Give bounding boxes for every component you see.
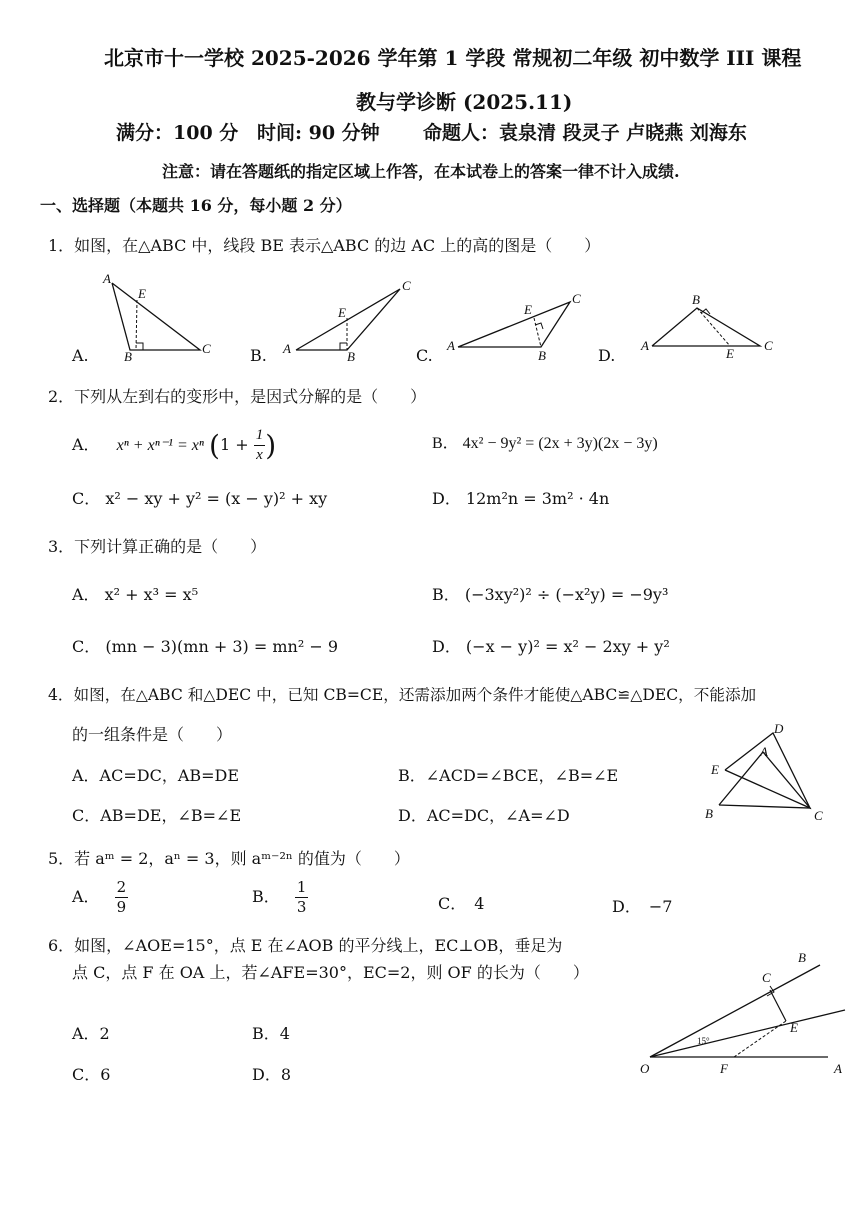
q1a-label-e: E <box>138 286 146 301</box>
full-score: 满分：100 分 <box>116 122 239 144</box>
q2a-expr: xⁿ + xⁿ⁻¹ = xⁿ <box>116 437 204 454</box>
exam-notice: 注意：请在答题纸的指定区域上作答，在本试卷上的答案一律不计入成绩. <box>162 162 680 181</box>
q2-option-d: D． 12m²n = 3m² · 4n <box>432 489 610 508</box>
q4-label-d: D <box>774 721 784 736</box>
q4-label-b: B <box>705 806 713 821</box>
q5a-den: 9 <box>116 898 127 916</box>
q6-option-c: C．6 <box>72 1065 111 1084</box>
q6-label-c: C <box>762 970 771 985</box>
q1a-label-b: B <box>124 349 132 364</box>
q6-label-e: E <box>790 1020 798 1035</box>
q1-stem: 1．如图，在△ABC 中，线段 BE 表示△ABC 的边 AC 上的高的图是（ ） <box>48 236 601 255</box>
q5b-label: B． <box>252 887 280 906</box>
q1d-label-e: E <box>726 346 734 361</box>
q2a-frac-den: x <box>256 447 263 463</box>
q1d-label-a: A <box>641 338 649 353</box>
q1-option-a: A. <box>72 346 89 365</box>
q1d-label-b: B <box>692 292 700 307</box>
q1-option-c: C. <box>416 346 433 365</box>
q6-option-d: D．8 <box>252 1065 292 1084</box>
q3-option-d: D． (−x − y)² = x² − 2xy + y² <box>432 637 670 656</box>
q4-option-b: B．∠ACD=∠BCE，∠B=∠E <box>398 766 619 785</box>
q1-option-b: B. <box>250 346 267 365</box>
q4-label-e: E <box>711 762 719 777</box>
q4-stem-line1: 4．如图，在△ABC 和△DEC 中，已知 CB=CE，还需添加两个条件才能使△ABC≌△DEC，不能添加 <box>48 686 757 704</box>
q2-option-a: A． xⁿ + xⁿ⁻¹ = xⁿ (1 + $\frac{1}{x}$ ) <box>72 427 277 463</box>
q4-stem-line2: 的一组条件是（ ） <box>72 725 233 744</box>
q5-stem: 5．若 aᵐ = 2，aⁿ = 3，则 aᵐ⁻²ⁿ 的值为（ ） <box>48 849 410 868</box>
exam-authors: 命题人：袁泉清 段灵子 卢晓燕 刘海东 <box>423 122 747 144</box>
q6-label-f: F <box>720 1061 728 1076</box>
q2-stem: 2．下列从左到右的变形中，是因式分解的是（ ） <box>48 387 427 406</box>
q1b-label-a: A <box>283 341 291 356</box>
q4-option-c: C．AB=DE，∠B=∠E <box>72 806 242 825</box>
q2-option-b: B． 4x² − 9y² = (2x + 3y)(2x − 3y) <box>432 435 658 452</box>
q3-option-c: C． (mn − 3)(mn + 3) = mn² − 9 <box>72 637 338 656</box>
q5b-num: 1 <box>296 878 307 896</box>
q6-option-b: B．4 <box>252 1024 290 1043</box>
q1b-label-b: B <box>347 349 355 364</box>
q3-stem: 3．下列计算正确的是（ ） <box>48 537 267 556</box>
q6-label-o: O <box>640 1061 650 1076</box>
q1c-label-a: A <box>447 338 455 353</box>
q3-option-a: A． x² + x³ = x⁵ <box>72 585 199 604</box>
q6-label-a: A <box>834 1061 842 1076</box>
section-title: 一、选择题（本题共 16 分，每小题 2 分） <box>40 196 352 215</box>
q4-option-a: A．AC=DC，AB=DE <box>72 766 240 785</box>
q1b-label-e: E <box>338 305 346 320</box>
q1b-label-c: C <box>402 278 411 293</box>
q6-label-b: B <box>798 950 806 965</box>
q2a-frac-num: 1 <box>254 428 266 446</box>
q1c-label-c: C <box>572 291 581 306</box>
q1d-label-c: C <box>764 338 773 353</box>
q5-option-d: D． −7 <box>612 897 673 916</box>
q1a-label-c: C <box>202 341 211 356</box>
q4-label-c: C <box>814 808 823 823</box>
exam-title-line2: 教与学诊断 (2025.11) <box>356 90 573 114</box>
q5a-num: 2 <box>116 878 127 896</box>
q1c-label-e: E <box>524 302 532 317</box>
q5a-label: A． <box>72 887 100 906</box>
q2a-label: A． <box>72 435 100 454</box>
q4-label-a: A <box>760 744 768 759</box>
exam-title-line1: 北京市十一学校 2025-2026 学年第 1 学段 常规初二年级 初中数学 III 课程 <box>104 46 802 70</box>
q3-option-b: B． (−3xy²)² ÷ (−x²y) = −9y³ <box>432 585 669 604</box>
q4-option-d: D．AC=DC，∠A=∠D <box>398 806 570 825</box>
exam-time: 时间: 90 分钟 <box>257 122 380 144</box>
q6-stem-line1: 6．如图，∠AOE=15°，点 E 在∠AOB 的平分线上，EC⊥OB，垂足为 <box>48 936 563 955</box>
q6-angle-label: 15° <box>697 1036 710 1046</box>
q1-option-d: D. <box>598 346 616 365</box>
q1a-label-a: A <box>103 271 111 286</box>
q5b-den: 3 <box>296 898 307 916</box>
q6-option-a: A．2 <box>72 1024 110 1043</box>
q6-stem-line2: 点 C，点 F 在 OA 上，若∠AFE=30°，EC=2，则 OF 的长为（ ） <box>72 963 589 982</box>
q2-option-c: C． x² − xy + y² = (x − y)² + xy <box>72 489 328 508</box>
q5-option-c: C． 4 <box>438 894 485 913</box>
q1c-label-b: B <box>538 348 546 363</box>
